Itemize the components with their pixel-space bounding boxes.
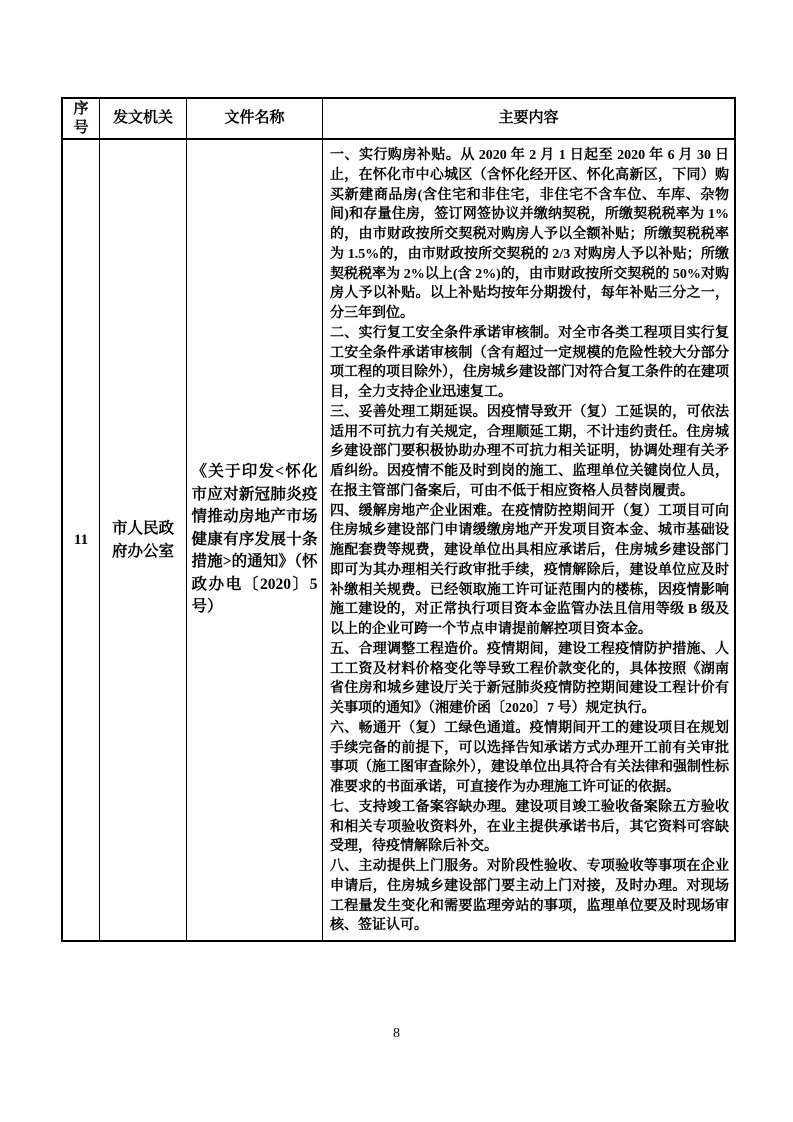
header-label-content: 主要内容 bbox=[498, 110, 559, 126]
header-label-agency: 发文机关 bbox=[112, 110, 173, 126]
content-paragraph: 八、主动提供上门服务。对阶段性验收、专项验收等事项在企业申请后，住房城乡建设部门要主动上门对接，及时办理。对现场工程量发生变化和需要监理旁站的事项，监理单位要及时现场审核、签证认可。 bbox=[330, 859, 729, 934]
row-cell-agency bbox=[100, 140, 187, 940]
content-paragraph: 三、妥善处理工期延误。因疫情导致开（复）工延误的，可依法适用不可抗力有关规定，合理顺延工期，不计违约责任。住房城乡建设部门要积极协助办理不可抗力相关证明，协调处理有关矛盾纠纷。因疫情不能及时到岗的施工、监理单位关键岗位人员，在报主管部门备案后，可由不低于相应资格人员替岗履责。 bbox=[330, 404, 729, 499]
header-cell-agency bbox=[100, 99, 187, 140]
issuing-agency-text: 市人民政府办公室 bbox=[112, 520, 175, 560]
header-cell-seq bbox=[63, 99, 100, 140]
row-cell-main-content bbox=[323, 140, 734, 940]
row-cell-doc-name bbox=[187, 140, 323, 940]
content-paragraph: 七、支持竣工备案容缺办理。建设项目竣工验收备案除五方验收和相关专项验收资料外，在业主提供承诺书后，其它资料可容缺受理，待疫情解除后补交。 bbox=[330, 799, 729, 855]
document-title-text: 《关于印发<怀化市应对新冠肺炎疫情推动房地产市场健康有序发展十条措施>的通知》（怀政办电〔2020〕5 号） bbox=[191, 463, 318, 616]
row-cell-seq bbox=[63, 140, 100, 940]
page-number: 8 bbox=[393, 1026, 400, 1041]
content-paragraph: 一、实行购房补贴。从 2020 年 2 月 1 日起至 2020 年 6 月 30 日止，在怀化市中心城区（含怀化经开区、怀化高新区，下同）购买新建商品房(含住宅和非住宅，非住宅不含车位、车库、杂物间)和存量住房，签订网签协议并缴纳契税，所缴契税税率为 1%的，由市财政按所交契税对购房人予以全额补贴；所缴契税税率为 1.5%的，由市财政按所交契税的 2/3 对购房人予以补贴；所缴契税税率为 2%以上(含 2%)的，由市财政按所交契税的 50%对购房人予以补贴。以上补贴均按年分期拨付，每年补贴三分之一，分三年到位。 bbox=[330, 148, 729, 321]
header-label-doc-name: 文件名称 bbox=[224, 110, 285, 126]
header-label-seq: 序号 bbox=[73, 100, 89, 136]
header-cell-doc-name bbox=[187, 99, 323, 140]
measures-table bbox=[61, 97, 736, 942]
content-paragraph: 四、缓解房地产企业困难。在疫情防控期间开（复）工项目可向住房城乡建设部门申请缓缴房地产开发项目资本金、城市基础设施配套费等规费，建设单位出具相应承诺后，住房城乡建设部门即可为其办理相关行政审批手续，疫情解除后，建设单位应及时补缴相关规费。已经领取施工许可证范围内的楼栋，因疫情影响施工建设的，对正常执行项目资本金监管办法且信用等级 B 级及以上的企业可跨一个节点申请提前解控项目资本金。 bbox=[330, 503, 729, 637]
content-paragraph: 六、畅通开（复）工绿色通道。疫情期间开工的建设项目在规划手续完备的前提下，可以选择告知承诺方式办理开工前有关审批事项（施工图审查除外），建设单位出具符合有关法律和强制性标准要求的书面承诺，可直接作为办理施工许可证的依据。 bbox=[330, 720, 729, 795]
header-cell-content bbox=[323, 99, 734, 140]
content-paragraph: 二、实行复工安全条件承诺审核制。对全市各类工程项目实行复工安全条件承诺审核制（含有超过一定规模的危险性较大分部分项工程的项目除外），住房城乡建设部门对符合复工条件的在建项目，全力支持企业迅速复工。 bbox=[330, 325, 729, 400]
content-paragraph: 五、合理调整工程造价。疫情期间，建设工程疫情防护措施、人工工资及材料价格变化等导致工程价款变化的，具体按照《湖南省住房和城乡建设厅关于新冠肺炎疫情防控期间建设工程计价有关事项的通知》（湘建价函〔2020〕7 号）规定执行。 bbox=[330, 641, 729, 716]
row-seq-number: 11 bbox=[73, 531, 89, 548]
main-content-paragraphs bbox=[330, 146, 729, 936]
